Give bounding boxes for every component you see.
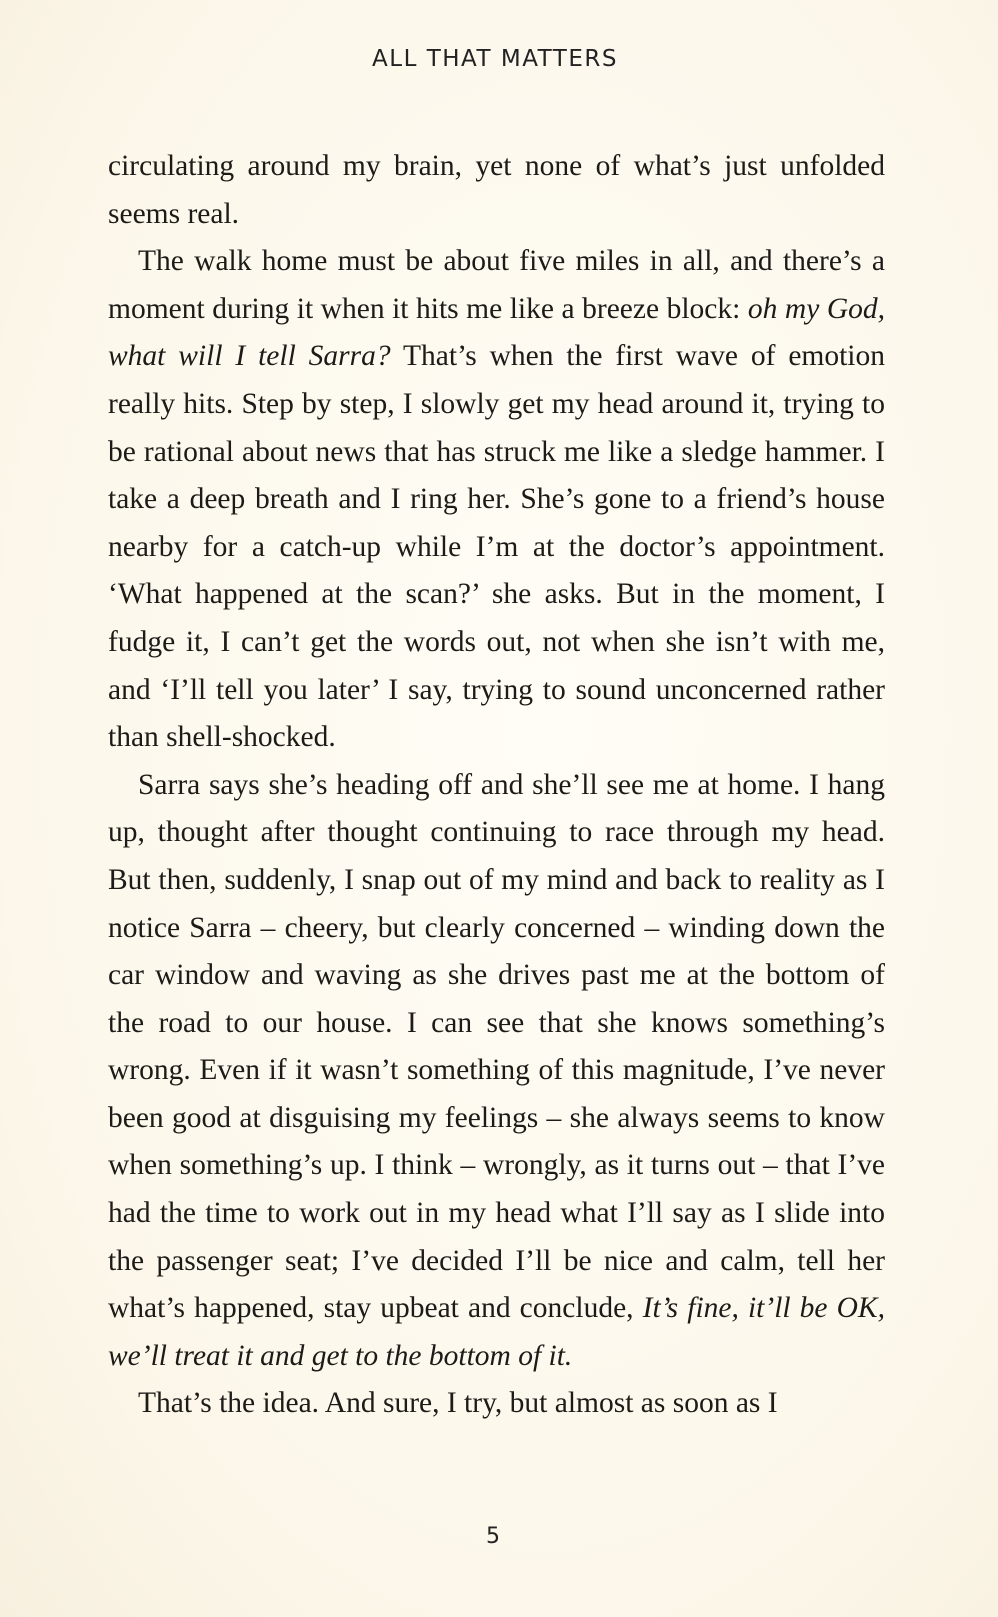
- paragraph: [108, 143, 885, 238]
- text-segment: The walk home must be about five miles in all, and there’s a moment during it when it hits me like a breeze block:: [108, 245, 885, 325]
- italic-text-segment: oh my God, what will I tell Sarra?: [108, 292, 886, 373]
- paragraph: [108, 762, 885, 1381]
- paragraph: [108, 238, 885, 762]
- text-segment: circulating around my brain, yet none of what’s just unfolded seems real.: [108, 150, 885, 230]
- page-number: 5: [486, 1524, 500, 1549]
- text-segment: That’s the idea. And sure, I try, but almost as soon as I: [138, 1387, 778, 1420]
- italic-text-segment: It’s fine, it’ll be OK, we’ll treat it and get to the bottom of it.: [108, 1292, 885, 1372]
- body-text: [108, 143, 885, 1428]
- paragraph: [108, 1380, 885, 1428]
- running-header: ALL THAT MATTERS: [372, 46, 618, 72]
- text-segment: Sarra says she’s heading off and she’ll see me at home. I hang up, thought after thought continuing to race through my head. But then, suddenly, I snap out of my mind and back to reality as I notice Sarra – cheery, but clearly concerned – winding down the car window and waving as she drives past me at the bottom of the road to our house. I can see that she knows something’s wrong. Even if it wasn’t something of this magnitude, I’ve never been good at disguising my feelings – she always seems to know when something’s up. I think – wrongly, as it turns out – that I’ve had the time to work out in my head what I’ll say as I slide into the passenger seat; I’ve decided I’ll be nice and calm, tell her what’s happened, stay upbeat and conclude,: [108, 768, 885, 1325]
- text-segment: That’s when the first wave of emotion really hits. Step by step, I slowly get my head around it, trying to be rational about news that has struck me like a sledge hammer. I take a deep breath and I ring her. She’s gone to a friend’s house nearby for a catch-up while I’m at the doctor’s appointment. ‘What happened at the scan?’ she asks. But in the moment, I fudge it, I can’t get the words out, not when she isn’t with me, and ‘I’ll tell you later’ I say, trying to sound unconcerned rather than shell-shocked.: [108, 340, 886, 754]
